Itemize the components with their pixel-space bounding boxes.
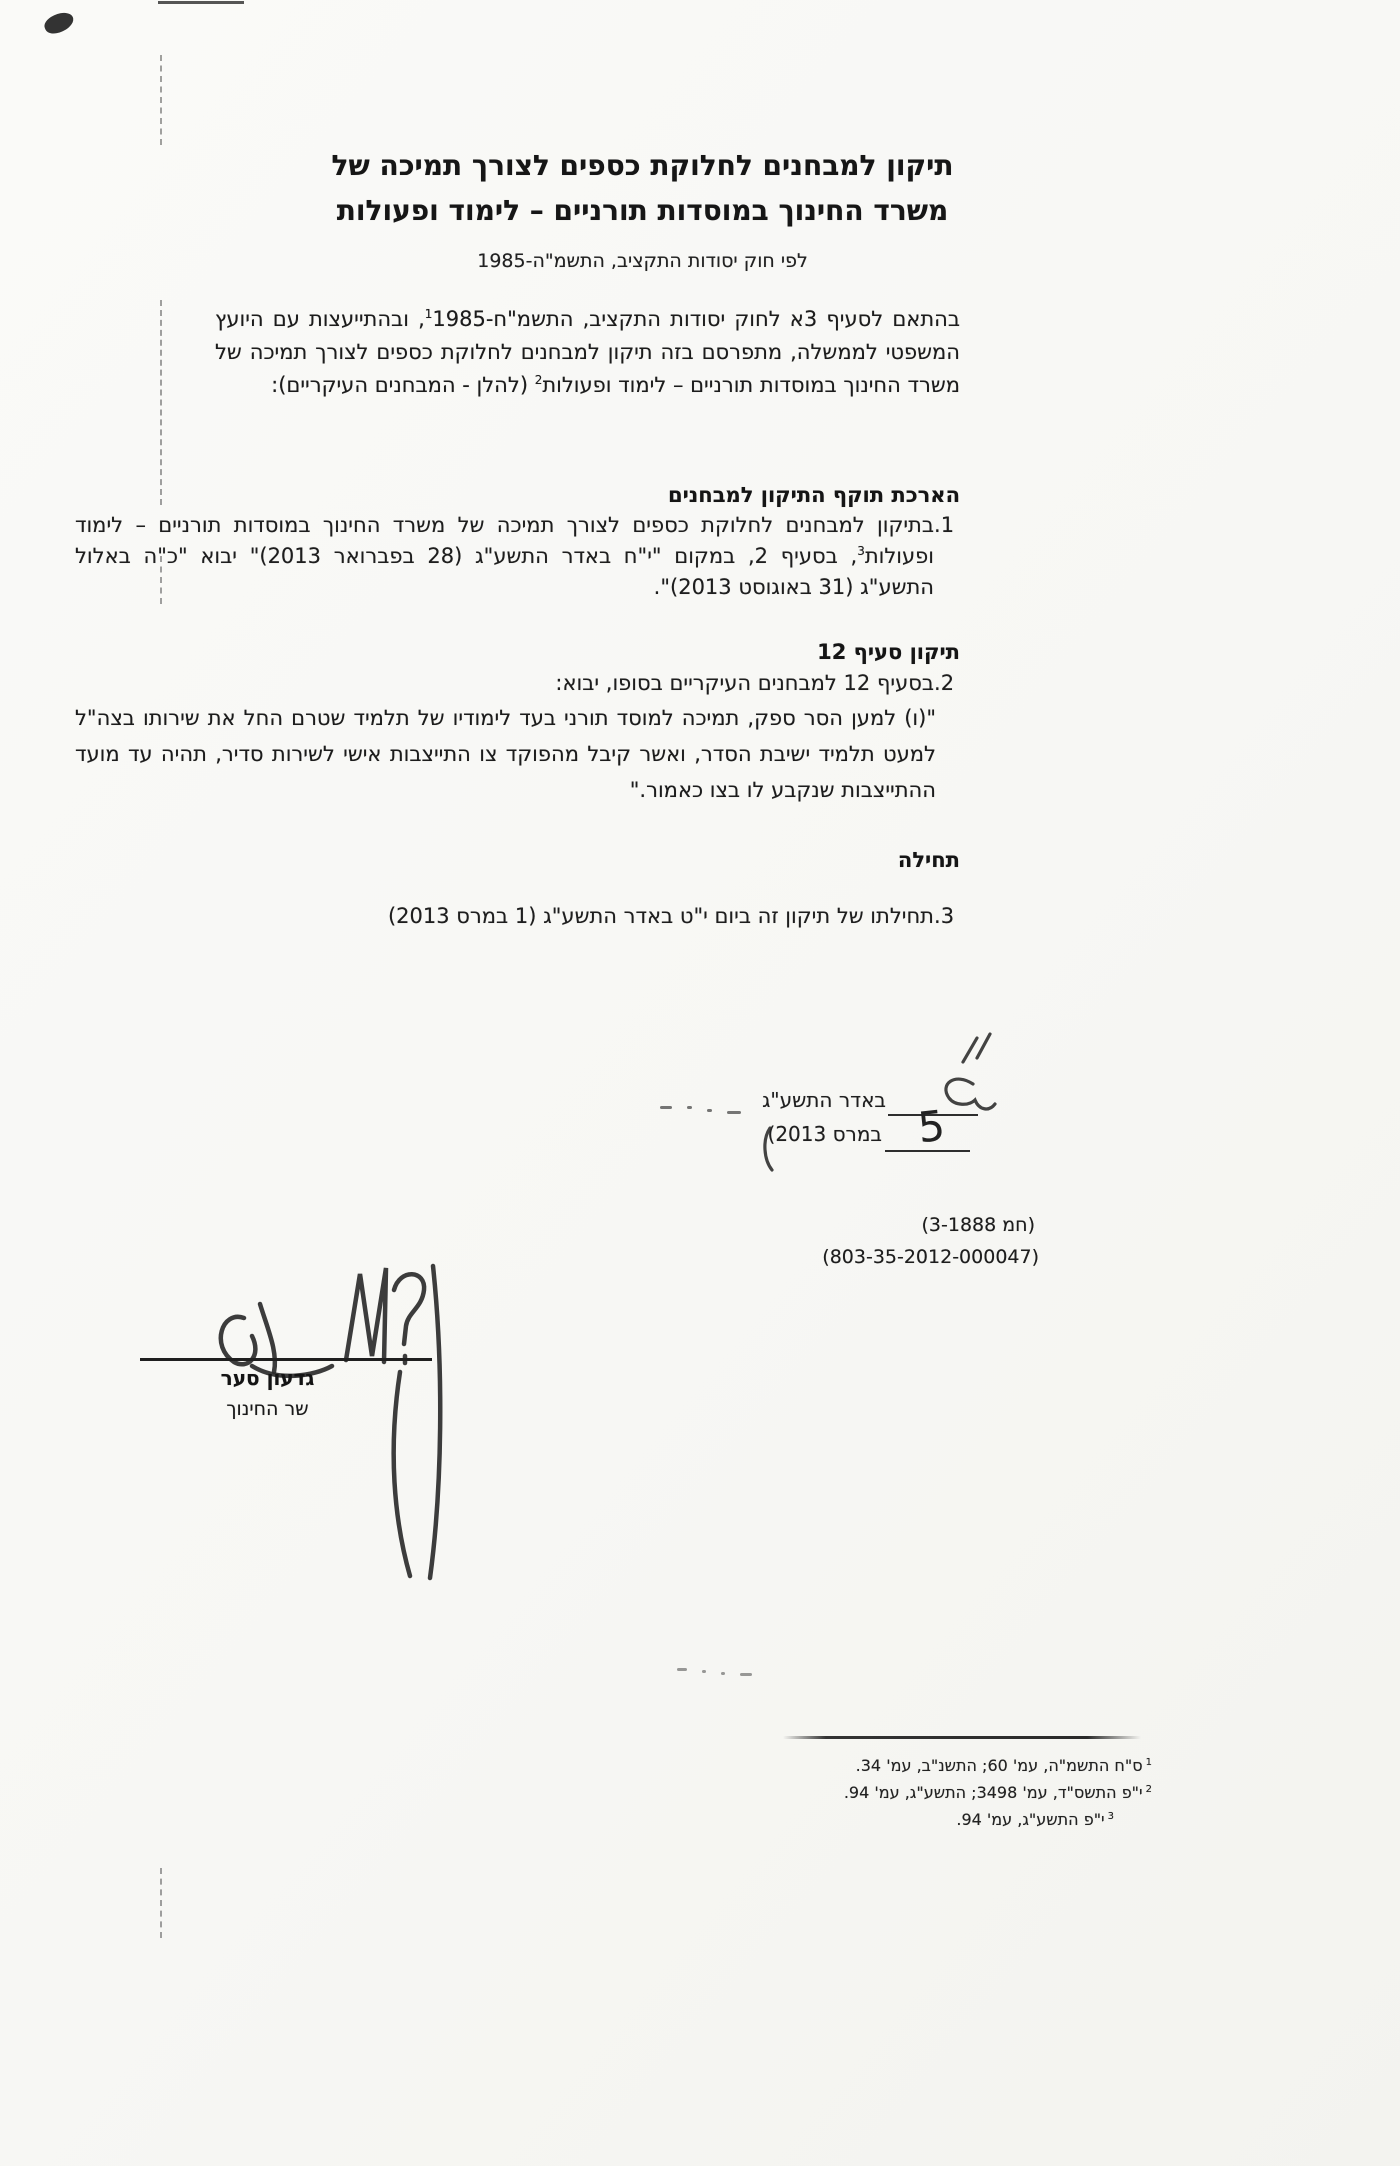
item-2-text: בסעיף 12 למבחנים העיקריים בסופו, יבוא:	[555, 671, 934, 695]
serial-reference: (803-35-2012-000047)	[822, 1246, 1039, 1268]
document-subtitle: לפי חוק יסודות התקציב, התשמ"ה-1985	[477, 250, 808, 272]
item-1-text-part: , בסעיף 2, במקום "י"ח באדר התשע"ג (28 בפברואר 2013)" יבוא "כ"ה באלול התשע"ג (31 באוגוסט 2013)".	[75, 544, 934, 599]
item-1-text-part: בתיקון למבחנים לחלוקת כספים לצורך תמיכה של משרד החינוך במוסדות תורניים – לימוד ופעולות	[75, 513, 935, 568]
footnote-3-text: י"פ התשע"ג, עמ' 94.	[956, 1810, 1105, 1829]
title-line-2: משרד החינוך במוסדות תורניים – לימוד ופעולות	[336, 194, 949, 227]
intro-paragraph	[215, 303, 960, 402]
date-gregorian-text: במרס 2013)	[767, 1122, 882, 1146]
section-heading-amend-12: תיקון סעיף 12	[817, 640, 960, 664]
signature-scribble	[148, 1260, 448, 1580]
footnote-separator	[783, 1736, 1141, 1739]
scan-left-dashed-line	[160, 55, 162, 145]
footnote-1-marker: 1	[1145, 1756, 1152, 1768]
footnote-1-text: ס"ח התשמ"ה, עמ' 60; התשנ"ב, עמ' 34.	[855, 1756, 1143, 1775]
footnote-ref-3: 3	[857, 544, 865, 558]
footnote-2-text: י"פ התשס"ד, עמ' 3498; התשע"ג, עמ' 94.	[843, 1783, 1143, 1802]
handwritten-stroke	[758, 1122, 782, 1172]
handwritten-day-number: 5	[915, 1100, 948, 1153]
item-3	[75, 901, 960, 932]
footnote-3-marker: 3	[1107, 1810, 1114, 1822]
footnote-2-marker: 2	[1145, 1783, 1152, 1795]
scan-top-edge-line	[158, 1, 244, 4]
cham-reference: (חמ 3-1888)	[921, 1214, 1035, 1236]
inserted-clause-quote: "(ו) למען הסר ספק, תמיכה למוסד תורני בעד לימודיו של תלמיד שטרם החל את שירותו בצה"ל למעט תלמיד ישיבת הסדר, ואשר קיבל מהפוקד צו התייצבות אישי לשירות סדיר, תהיה עד מועד ההתייצבות שנקבע לו בצו כאמור."	[75, 706, 936, 802]
section-heading-extension: הארכת תוקף התיקון למבחנים	[667, 483, 960, 507]
document-title	[300, 143, 985, 233]
item-3-text: תחילתו של תיקון זה ביום י"ט באדר התשע"ג (1 במרס 2013)	[387, 904, 934, 928]
intro-text: בהתאם לסעיף 3א לחוק יסודות התקציב, התשמ"ח-1985	[432, 307, 960, 331]
intro-text: (להלן - המבחנים העיקריים):	[271, 373, 535, 397]
intro-text: , ובהתייעצות עם היועץ המשפטי לממשלה, מתפרסם בזה תיקון למבחנים לחלוקת כספים לצורך תמיכה של משרד החינוך במוסדות תורניים – לימוד ופעולות	[215, 307, 960, 397]
footnotes-block	[770, 1752, 1152, 1833]
scan-dots-mark	[660, 1106, 741, 1109]
scan-left-dashed-line	[160, 300, 162, 505]
scan-left-dashed-line	[160, 1868, 162, 1938]
item-1-number: 1.	[934, 513, 955, 537]
section-heading-commencement: תחילה	[897, 848, 960, 872]
footnote-3	[770, 1806, 1152, 1833]
footnote-2	[770, 1779, 1152, 1806]
signature-line	[140, 1358, 432, 1361]
footnote-ref-2: 2	[534, 373, 543, 387]
signer-name: גדעון סער	[220, 1366, 315, 1390]
item-1	[75, 510, 960, 603]
item-1-text	[75, 510, 934, 603]
footnote-ref-1: 1	[424, 307, 433, 321]
item-2-number: 2.	[934, 671, 955, 695]
footnote-1	[770, 1752, 1152, 1779]
date-hebrew-text: באדר התשע"ג	[762, 1088, 886, 1112]
scan-dots-mark	[677, 1668, 752, 1671]
signer-role: שר החינוך	[226, 1398, 309, 1420]
item-3-number: 3.	[934, 904, 955, 928]
scan-corner-mark	[42, 9, 77, 38]
title-line-1: תיקון למבחנים לחלוקת כספים לצורך תמיכה של	[331, 149, 954, 182]
item-2	[75, 668, 960, 699]
